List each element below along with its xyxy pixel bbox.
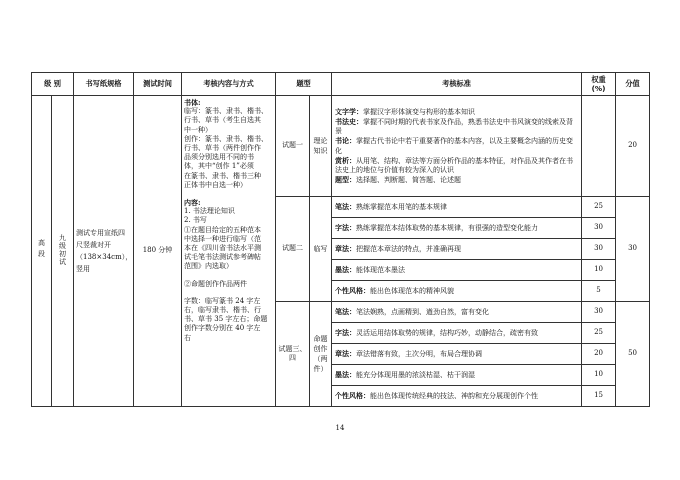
content-line: 右 bbox=[184, 333, 192, 342]
content-method-cell bbox=[182, 96, 276, 407]
type-2: 临写 bbox=[310, 197, 332, 302]
content-line: 1. 书法理论知识 bbox=[184, 207, 235, 216]
exam-standards-table bbox=[31, 72, 650, 407]
level-sub: 九级初试 bbox=[52, 96, 74, 407]
weight-3-2: 25 bbox=[582, 323, 616, 344]
header-score: 分值 bbox=[616, 73, 650, 96]
weight-3-4: 10 bbox=[582, 365, 616, 386]
content-line: 试毛笔书法测试参考碑帖 bbox=[184, 253, 262, 262]
header-level: 级 别 bbox=[32, 73, 74, 96]
weight-2-4: 10 bbox=[582, 260, 616, 281]
score-2: 30 bbox=[616, 197, 650, 302]
content-line: 创作字数分别在 40 字左 bbox=[184, 324, 261, 333]
criteria-3-5: 个性风格：能出色体现传统经典的技法、神韵和充分展现创作个性 bbox=[332, 386, 582, 407]
criteria-2-5: 个性风格：能出色体现范本的精神风貌 bbox=[332, 281, 582, 302]
header-criteria: 考核标准 bbox=[332, 73, 582, 96]
content-line: 本在《四川省书法水平测 bbox=[184, 244, 262, 253]
content-line: 书体: bbox=[184, 98, 201, 107]
criteria-2-4: 墨法：能体现范本墨法 bbox=[332, 260, 582, 281]
criteria-2-3: 章法：把握范本章法的特点，并准确再现 bbox=[332, 239, 582, 260]
content-line: 体，其中“创作 1”必须 bbox=[184, 162, 254, 171]
question-2: 试题二 bbox=[276, 197, 310, 302]
header-row bbox=[32, 73, 650, 96]
content-block-creation bbox=[184, 280, 273, 289]
criteria-3-1: 笔法：笔法娴熟，点画精到、遒劲自然，富有变化 bbox=[332, 302, 582, 323]
content-line: 行书、草书（两件创作作 bbox=[184, 144, 262, 153]
content-line: 2. 书写 bbox=[184, 216, 207, 225]
content-block-wordcount bbox=[184, 297, 273, 343]
content-line: 品须分别选用不同的书 bbox=[184, 153, 255, 162]
duration-cell: 180 分钟 bbox=[134, 96, 182, 407]
header-paper-spec: 书写纸规格 bbox=[74, 73, 134, 96]
criteria-1 bbox=[332, 96, 582, 197]
paper-spec-cell: 测试专用宣纸四尺竖裁对开（138×34cm），竖用 bbox=[74, 96, 134, 407]
level-main: 高段 bbox=[32, 96, 52, 407]
criteria-3-4: 墨法：能充分体现用墨的浓淡枯湿、枯干润湿 bbox=[332, 365, 582, 386]
header-content-method: 考核内容与方式 bbox=[182, 73, 276, 96]
weight-2-3: 30 bbox=[582, 239, 616, 260]
weight-2-1: 25 bbox=[582, 197, 616, 218]
page-number: 14 bbox=[335, 424, 345, 432]
content-line: 中选择一种进行临写（范 bbox=[184, 234, 262, 243]
content-line: ②命题创作作品两件 bbox=[184, 279, 248, 288]
weight-3-1: 30 bbox=[582, 302, 616, 323]
type-1: 理论知识 bbox=[310, 96, 332, 197]
weight-2-2: 30 bbox=[582, 218, 616, 239]
header-weight: 权重 (%) bbox=[582, 73, 616, 96]
weight-1 bbox=[582, 96, 616, 197]
criteria-3-3: 章法：章法错落有致，主次分明，布局合理协调 bbox=[332, 344, 582, 365]
criteria-item: 书论：掌握古代书论中若干重要著作的基本内容，以及主要概念内涵的历史变化 bbox=[335, 136, 574, 155]
content-line: ①在题目给定的五种范本 bbox=[184, 225, 262, 234]
score-3: 50 bbox=[616, 302, 650, 407]
criteria-item: 题型：选择题、判断题、简答题、论述题 bbox=[335, 175, 462, 185]
content-line: 书、草书 35 字左右；命题 bbox=[184, 315, 268, 324]
criteria-item: 赏析：从用笔、结构、章法等方面分析作品的基本特征，对作品及其作者在书法史上的地位与价值有较为深入的认识 bbox=[335, 155, 574, 174]
content-block-items bbox=[184, 198, 273, 272]
score-1: 20 bbox=[616, 96, 650, 197]
content-line: 行书、草书（考生自选其 bbox=[184, 116, 262, 125]
content-line: 范围》内选取） bbox=[184, 262, 234, 271]
type-3: 命题创作（两件） bbox=[310, 302, 332, 407]
content-line: 正体书中自选一种） bbox=[184, 180, 248, 189]
content-line: 字数：临写篆书 24 字左 bbox=[184, 296, 261, 305]
criteria-2-2: 字法：熟练掌握范本结体取势的基本规律，有很强的造型变化能力 bbox=[332, 218, 582, 239]
content-line: 内容: bbox=[184, 198, 201, 208]
criteria-2-1: 笔法：熟练掌握范本用笔的基本规律 bbox=[332, 197, 582, 218]
header-duration: 测试时间 bbox=[134, 73, 182, 96]
weight-2-5: 5 bbox=[582, 281, 616, 302]
table-row bbox=[32, 96, 650, 197]
weight-3-3: 20 bbox=[582, 344, 616, 365]
content-block-script bbox=[184, 98, 273, 190]
criteria-item: 文字学：掌握汉字形体演变与构形的基本知识 bbox=[335, 106, 476, 116]
content-line: 右，临写隶书、楷书、行 bbox=[184, 306, 262, 315]
criteria-3-2: 字法：灵活运用结体取势的规律，结构巧妙，动静结合，疏密有致 bbox=[332, 323, 582, 344]
criteria-item: 书法史：掌握不同时期的代表书家及作品，熟悉书法史中书风演变的线索及背景 bbox=[335, 116, 574, 136]
content-line: 创作：篆书、隶书、楷书、 bbox=[184, 134, 269, 143]
question-1: 试题一 bbox=[276, 96, 310, 197]
content-line: 临写：篆书、隶书、楷书、 bbox=[184, 107, 269, 116]
content-line: 中一种） bbox=[184, 125, 213, 134]
question-3: 试题三、四 bbox=[276, 302, 310, 407]
content-line: 在篆书、隶书、楷书三种 bbox=[184, 171, 262, 180]
header-question-type: 题型 bbox=[276, 73, 332, 96]
weight-3-5: 15 bbox=[582, 386, 616, 407]
